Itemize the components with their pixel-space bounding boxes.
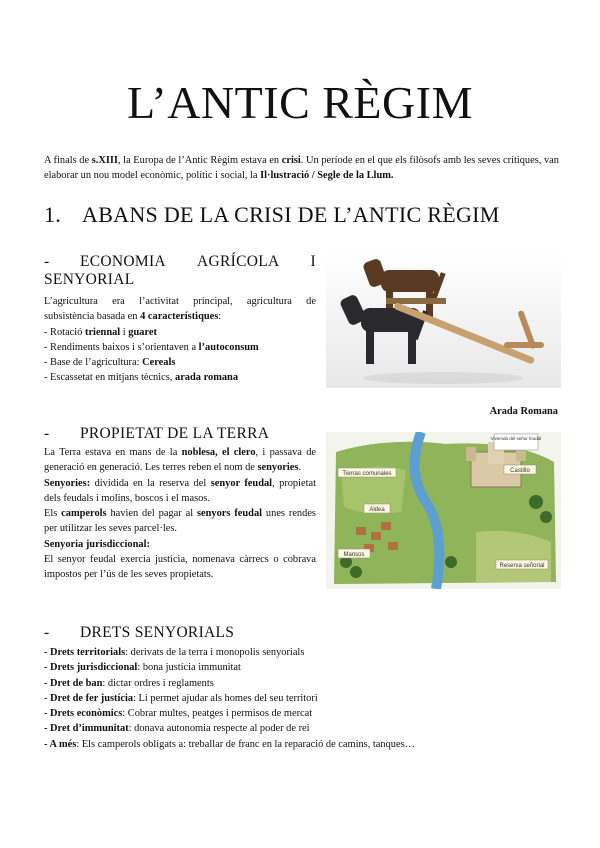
list-item: - Drets jurisdiccional: bona justícia immunitat bbox=[44, 662, 241, 674]
map-label-mansos: Mansos bbox=[343, 552, 365, 558]
list-item: - Drets econòmics: Cobrar multes, peatges i permisos de mercat bbox=[44, 708, 313, 720]
map-label-tierras: Tierras comunales bbox=[342, 471, 392, 477]
plough-image bbox=[326, 250, 561, 388]
list-item: - Dret de ban: dictar ordres i reglaments bbox=[44, 677, 214, 689]
map-label-aldea: Aldea bbox=[369, 507, 385, 513]
drets-list bbox=[44, 645, 560, 752]
image-caption: Arada Romana bbox=[489, 406, 558, 417]
list-item: - Drets territorials: derivats de la terra i monopolis senyorials bbox=[44, 647, 305, 658]
list-item: - Dret d’immunitat: donava autonomia respecte al poder de rei bbox=[44, 723, 310, 735]
map-label-castillo: Castillo bbox=[510, 468, 530, 474]
list-item: - Base de l’agricultura: Cereals bbox=[44, 357, 176, 369]
economia-text: L’agricultura era l’activitat principal, agricultura de subsistència basada en 4 característiques: - Rotació triennal i guaret - Rendiments baixos i s’orientaven a l’autoconsum - Base de l’agricultura: Cereals - Escassetat en mitjans tècnics, arada romana bbox=[44, 294, 316, 386]
intro-paragraph: A finals de s.XIII, la Europa de l’Antic Règim estava en crisi. Un període en el que els filòsofs amb les seves crítiques, van elaborar un nou model econòmic, polític i social, la Il·lustració / Segle de la Llum. bbox=[44, 155, 559, 181]
list-item: - Escassetat en mitjans tècnics, arada romana bbox=[44, 372, 239, 384]
list-item: - Dret de fer justícia: Li permet ajudar als homes del seu territori bbox=[44, 692, 318, 704]
list-item: - A més: Els camperols obligats a: treballar de franc en la reparació de camins, tanques… bbox=[44, 738, 416, 750]
drets-heading: - DRETS SENYORIALS bbox=[44, 624, 235, 641]
map-label-vivienda: Vivienda del señor feudal bbox=[490, 436, 542, 441]
list-item: - Rendiments baixos i s’orientaven a l’autoconsum bbox=[44, 341, 259, 353]
propietat-heading: - PROPIETAT DE LA TERRA bbox=[44, 425, 270, 442]
page-title: L’ANTIC RÈGIM bbox=[127, 77, 473, 128]
feudal-map-image bbox=[326, 432, 561, 589]
list-item: - Rotació triennal i guaret bbox=[44, 326, 157, 338]
economia-heading: - ECONOMIA AGRÍCOLA I SENYORIAL bbox=[44, 253, 316, 288]
section-heading: 1. ABANS DE LA CRISI DE L’ANTIC RÈGIM bbox=[44, 202, 500, 227]
map-label-reserva: Reserva señorial bbox=[499, 563, 545, 569]
propietat-text: La Terra estava en mans de la noblesa, el clero, i passava de generació en generació. Les terres reben el nom de senyories. Senyories: dividida en la reserva del senyor feudal, propietat dels feudals i molins, boscos i el masos. Els camperols havien del pagar al senyors feudal unes rendes per utilitzar les seves parcel·les. Senyoria jurisdiccional: El senyor feudal exercia justícia, nomenava càrrecs o cobrava impostos per l’ús de les seves propietats. bbox=[44, 447, 316, 581]
